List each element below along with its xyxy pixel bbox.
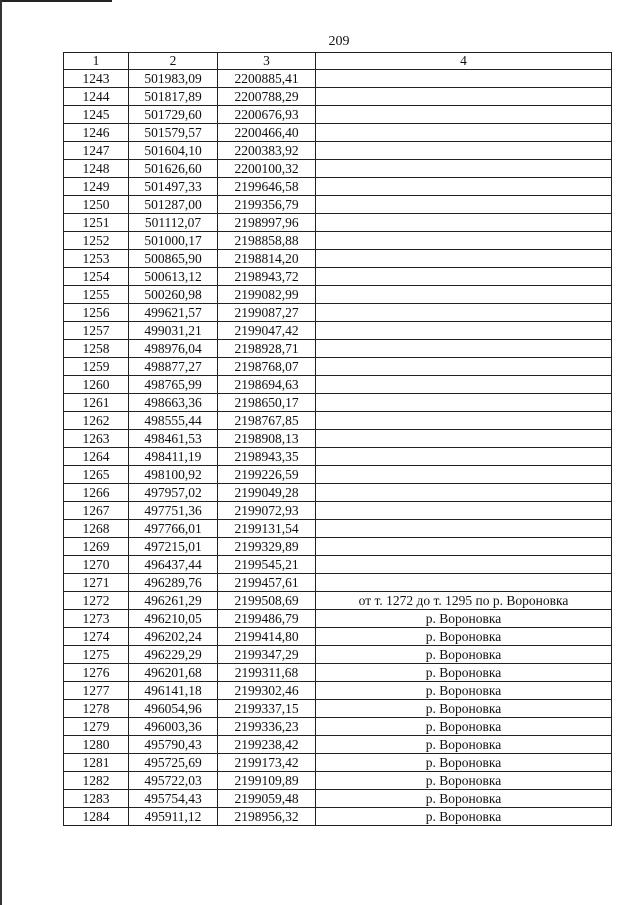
cell-description — [316, 520, 612, 538]
cell-point-number: 1256 — [64, 304, 129, 322]
cell-point-number: 1254 — [64, 268, 129, 286]
header-row — [64, 53, 612, 70]
cell-y: 2200383,92 — [218, 142, 316, 160]
cell-point-number: 1263 — [64, 430, 129, 448]
cell-description — [316, 340, 612, 358]
table-row — [64, 196, 612, 214]
cell-x: 496289,76 — [129, 574, 218, 592]
cell-point-number: 1274 — [64, 628, 129, 646]
cell-y: 2199049,28 — [218, 484, 316, 502]
header-col-point-number: 1 — [64, 53, 129, 70]
cell-description: р. Вороновка — [316, 754, 612, 772]
cell-point-number: 1279 — [64, 718, 129, 736]
cell-description — [316, 268, 612, 286]
cell-point-number: 1244 — [64, 88, 129, 106]
table-row — [64, 556, 612, 574]
cell-x: 501817,89 — [129, 88, 218, 106]
cell-x: 500865,90 — [129, 250, 218, 268]
cell-description: от т. 1272 до т. 1295 по р. Вороновка — [316, 592, 612, 610]
cell-x: 496201,68 — [129, 664, 218, 682]
cell-y: 2199545,21 — [218, 556, 316, 574]
cell-description — [316, 124, 612, 142]
cell-point-number: 1276 — [64, 664, 129, 682]
cell-y: 2198908,13 — [218, 430, 316, 448]
table-row — [64, 610, 612, 628]
cell-point-number: 1282 — [64, 772, 129, 790]
table-row — [64, 322, 612, 340]
cell-y: 2198768,07 — [218, 358, 316, 376]
cell-x: 498663,36 — [129, 394, 218, 412]
scan-edge-left — [0, 0, 2, 905]
cell-x: 501287,00 — [129, 196, 218, 214]
cell-x: 501000,17 — [129, 232, 218, 250]
cell-description — [316, 430, 612, 448]
cell-y: 2199356,79 — [218, 196, 316, 214]
cell-y: 2198928,71 — [218, 340, 316, 358]
table-row — [64, 124, 612, 142]
header-col-y: 3 — [218, 53, 316, 70]
cell-description — [316, 214, 612, 232]
table-row — [64, 250, 612, 268]
cell-y: 2199238,42 — [218, 736, 316, 754]
cell-point-number: 1273 — [64, 610, 129, 628]
table-row — [64, 718, 612, 736]
cell-point-number: 1284 — [64, 808, 129, 826]
cell-y: 2200100,32 — [218, 160, 316, 178]
table-row — [64, 358, 612, 376]
cell-x: 496054,96 — [129, 700, 218, 718]
cell-x: 495790,43 — [129, 736, 218, 754]
cell-x: 497766,01 — [129, 520, 218, 538]
cell-x: 501579,57 — [129, 124, 218, 142]
coordinates-table — [63, 52, 612, 826]
cell-y: 2199337,15 — [218, 700, 316, 718]
cell-x: 495911,12 — [129, 808, 218, 826]
cell-point-number: 1280 — [64, 736, 129, 754]
cell-x: 496141,18 — [129, 682, 218, 700]
cell-y: 2199329,89 — [218, 538, 316, 556]
cell-y: 2199047,42 — [218, 322, 316, 340]
cell-point-number: 1262 — [64, 412, 129, 430]
cell-y: 2199059,48 — [218, 790, 316, 808]
cell-y: 2200885,41 — [218, 70, 316, 88]
cell-x: 501983,09 — [129, 70, 218, 88]
cell-description — [316, 574, 612, 592]
cell-y: 2199347,29 — [218, 646, 316, 664]
cell-description: р. Вороновка — [316, 700, 612, 718]
cell-y: 2199457,61 — [218, 574, 316, 592]
cell-description — [316, 232, 612, 250]
cell-description — [316, 556, 612, 574]
cell-point-number: 1245 — [64, 106, 129, 124]
cell-point-number: 1267 — [64, 502, 129, 520]
cell-x: 498877,27 — [129, 358, 218, 376]
cell-description — [316, 358, 612, 376]
table-row — [64, 466, 612, 484]
cell-y: 2198943,35 — [218, 448, 316, 466]
cell-y: 2198956,32 — [218, 808, 316, 826]
cell-description — [316, 502, 612, 520]
cell-x: 498976,04 — [129, 340, 218, 358]
cell-point-number: 1268 — [64, 520, 129, 538]
cell-description — [316, 160, 612, 178]
cell-x: 497215,01 — [129, 538, 218, 556]
table-row — [64, 286, 612, 304]
table-row — [64, 700, 612, 718]
cell-point-number: 1257 — [64, 322, 129, 340]
cell-x: 495725,69 — [129, 754, 218, 772]
cell-point-number: 1277 — [64, 682, 129, 700]
header-col-description: 4 — [316, 53, 612, 70]
cell-y: 2199082,99 — [218, 286, 316, 304]
cell-point-number: 1278 — [64, 700, 129, 718]
cell-description — [316, 466, 612, 484]
cell-description — [316, 538, 612, 556]
cell-point-number: 1243 — [64, 70, 129, 88]
cell-x: 501626,60 — [129, 160, 218, 178]
table-header — [64, 53, 612, 70]
cell-x: 495722,03 — [129, 772, 218, 790]
cell-description: р. Вороновка — [316, 808, 612, 826]
cell-description: р. Вороновка — [316, 772, 612, 790]
page-number: 209 — [328, 34, 350, 49]
cell-y: 2198694,63 — [218, 376, 316, 394]
cell-description: р. Вороновка — [316, 718, 612, 736]
cell-x: 501497,33 — [129, 178, 218, 196]
table-body — [64, 70, 612, 826]
cell-point-number: 1246 — [64, 124, 129, 142]
table-row — [64, 790, 612, 808]
cell-point-number: 1253 — [64, 250, 129, 268]
cell-x: 498411,19 — [129, 448, 218, 466]
cell-x: 498100,92 — [129, 466, 218, 484]
cell-point-number: 1271 — [64, 574, 129, 592]
cell-y: 2199302,46 — [218, 682, 316, 700]
table-row — [64, 412, 612, 430]
cell-y: 2198997,96 — [218, 214, 316, 232]
cell-x: 497957,02 — [129, 484, 218, 502]
table-row — [64, 88, 612, 106]
table-row — [64, 502, 612, 520]
cell-point-number: 1251 — [64, 214, 129, 232]
cell-description — [316, 106, 612, 124]
table-row — [64, 178, 612, 196]
table-row — [64, 304, 612, 322]
cell-x: 496437,44 — [129, 556, 218, 574]
cell-y: 2199072,93 — [218, 502, 316, 520]
table-row — [64, 772, 612, 790]
cell-description: р. Вороновка — [316, 790, 612, 808]
cell-description — [316, 448, 612, 466]
cell-description: р. Вороновка — [316, 736, 612, 754]
table-row — [64, 70, 612, 88]
cell-description — [316, 376, 612, 394]
cell-point-number: 1283 — [64, 790, 129, 808]
table-row — [64, 520, 612, 538]
cell-description — [316, 196, 612, 214]
cell-description — [316, 394, 612, 412]
cell-y: 2199131,54 — [218, 520, 316, 538]
cell-y: 2199508,69 — [218, 592, 316, 610]
table-row — [64, 736, 612, 754]
cell-point-number: 1258 — [64, 340, 129, 358]
table-row — [64, 376, 612, 394]
cell-y: 2198943,72 — [218, 268, 316, 286]
cell-y: 2199109,89 — [218, 772, 316, 790]
cell-description: р. Вороновка — [316, 610, 612, 628]
cell-x: 500613,12 — [129, 268, 218, 286]
cell-y: 2198767,85 — [218, 412, 316, 430]
cell-description — [316, 322, 612, 340]
cell-y: 2200466,40 — [218, 124, 316, 142]
table-row — [64, 142, 612, 160]
scan-edge-top — [0, 0, 112, 2]
cell-x: 497751,36 — [129, 502, 218, 520]
cell-y: 2198858,88 — [218, 232, 316, 250]
cell-point-number: 1255 — [64, 286, 129, 304]
cell-point-number: 1266 — [64, 484, 129, 502]
table-row — [64, 754, 612, 772]
cell-point-number: 1269 — [64, 538, 129, 556]
cell-y: 2198650,17 — [218, 394, 316, 412]
cell-description: р. Вороновка — [316, 646, 612, 664]
cell-point-number: 1281 — [64, 754, 129, 772]
cell-description — [316, 70, 612, 88]
cell-x: 496202,24 — [129, 628, 218, 646]
cell-description — [316, 250, 612, 268]
cell-y: 2199087,27 — [218, 304, 316, 322]
cell-point-number: 1270 — [64, 556, 129, 574]
cell-point-number: 1272 — [64, 592, 129, 610]
cell-x: 498765,99 — [129, 376, 218, 394]
cell-x: 500260,98 — [129, 286, 218, 304]
table-row — [64, 592, 612, 610]
cell-x: 498461,53 — [129, 430, 218, 448]
cell-point-number: 1264 — [64, 448, 129, 466]
cell-description — [316, 484, 612, 502]
cell-description — [316, 412, 612, 430]
cell-description: р. Вороновка — [316, 664, 612, 682]
table-row — [64, 268, 612, 286]
table-row — [64, 808, 612, 826]
table-row — [64, 538, 612, 556]
cell-y: 2199336,23 — [218, 718, 316, 736]
cell-y: 2200676,93 — [218, 106, 316, 124]
cell-description — [316, 178, 612, 196]
header-col-x: 2 — [129, 53, 218, 70]
cell-point-number: 1249 — [64, 178, 129, 196]
cell-point-number: 1247 — [64, 142, 129, 160]
table-row — [64, 340, 612, 358]
cell-description — [316, 142, 612, 160]
table-row — [64, 106, 612, 124]
table-row — [64, 628, 612, 646]
cell-y: 2199173,42 — [218, 754, 316, 772]
table-row — [64, 682, 612, 700]
cell-x: 501604,10 — [129, 142, 218, 160]
cell-point-number: 1275 — [64, 646, 129, 664]
cell-point-number: 1265 — [64, 466, 129, 484]
table-row — [64, 448, 612, 466]
cell-point-number: 1252 — [64, 232, 129, 250]
cell-x: 499031,21 — [129, 322, 218, 340]
cell-x: 498555,44 — [129, 412, 218, 430]
table-row — [64, 574, 612, 592]
table-row — [64, 232, 612, 250]
cell-point-number: 1250 — [64, 196, 129, 214]
cell-y: 2198814,20 — [218, 250, 316, 268]
cell-description: р. Вороновка — [316, 628, 612, 646]
cell-x: 496210,05 — [129, 610, 218, 628]
cell-description — [316, 304, 612, 322]
table-row — [64, 484, 612, 502]
cell-description — [316, 88, 612, 106]
cell-x: 501729,60 — [129, 106, 218, 124]
table-row — [64, 646, 612, 664]
cell-point-number: 1248 — [64, 160, 129, 178]
cell-x: 496261,29 — [129, 592, 218, 610]
table-row — [64, 214, 612, 232]
table-row — [64, 160, 612, 178]
cell-y: 2199646,58 — [218, 178, 316, 196]
table-row — [64, 430, 612, 448]
cell-x: 496229,29 — [129, 646, 218, 664]
cell-y: 2200788,29 — [218, 88, 316, 106]
table-row — [64, 394, 612, 412]
cell-point-number: 1259 — [64, 358, 129, 376]
cell-y: 2199414,80 — [218, 628, 316, 646]
cell-x: 495754,43 — [129, 790, 218, 808]
cell-y: 2199226,59 — [218, 466, 316, 484]
cell-description — [316, 286, 612, 304]
table-row — [64, 664, 612, 682]
cell-x: 501112,07 — [129, 214, 218, 232]
cell-description: р. Вороновка — [316, 682, 612, 700]
cell-x: 499621,57 — [129, 304, 218, 322]
cell-y: 2199311,68 — [218, 664, 316, 682]
cell-point-number: 1260 — [64, 376, 129, 394]
cell-y: 2199486,79 — [218, 610, 316, 628]
cell-x: 496003,36 — [129, 718, 218, 736]
cell-point-number: 1261 — [64, 394, 129, 412]
